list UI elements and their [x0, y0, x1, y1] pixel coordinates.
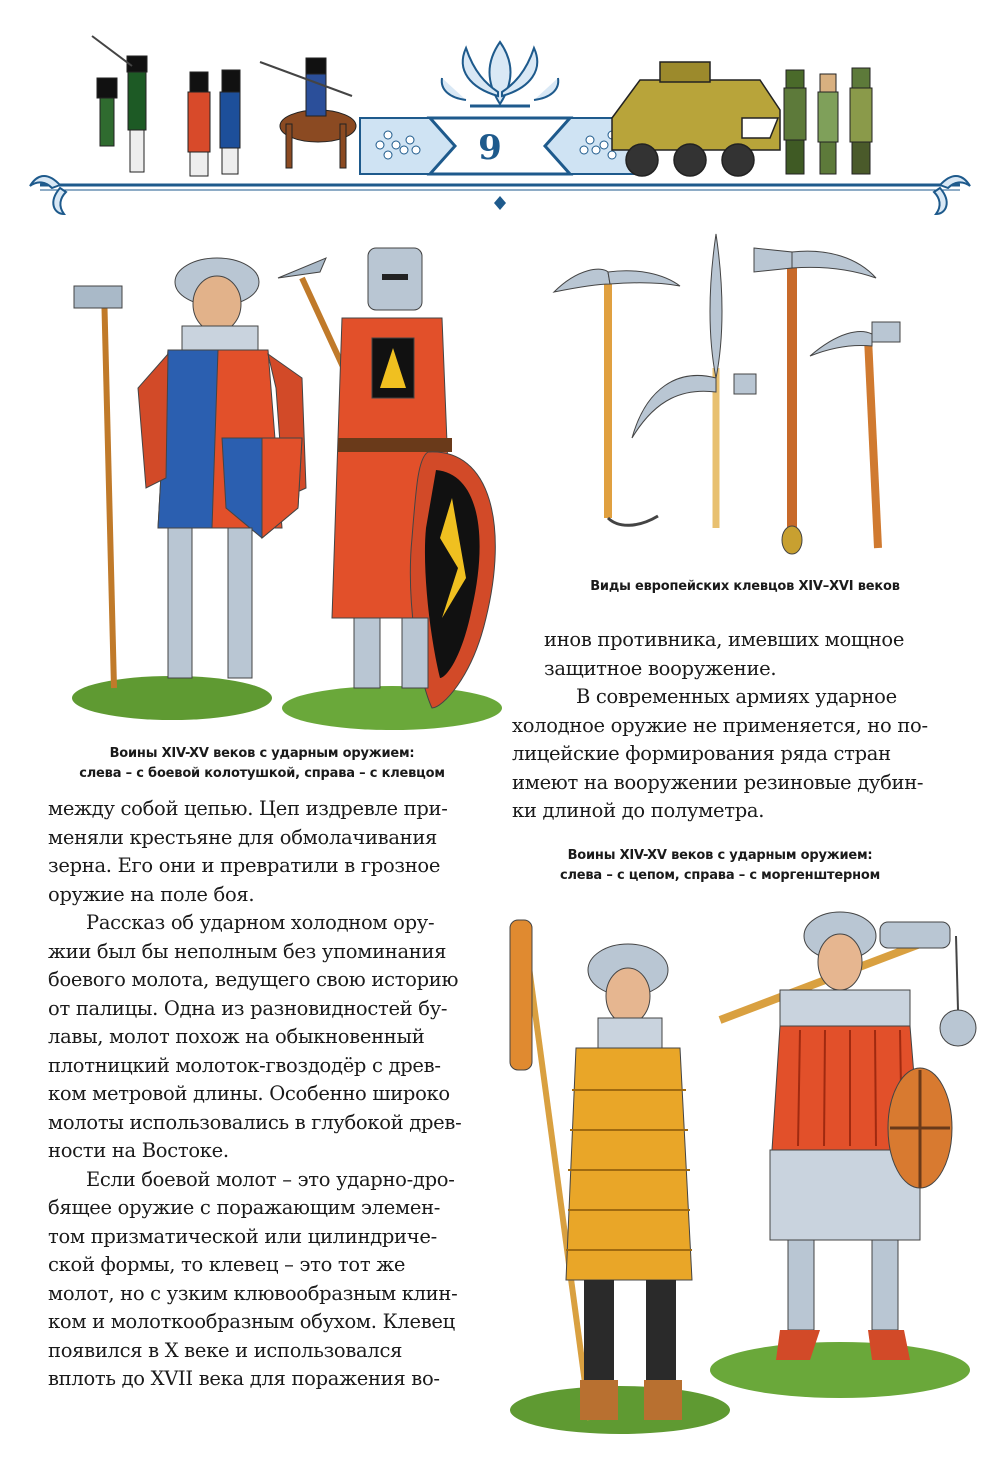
text-line: имеют на вооружении резиновые дубин- — [512, 770, 924, 794]
caption-knights-top — [62, 744, 462, 784]
text-line: плотницкий молоток-гвоздодёр с древ- — [48, 1053, 441, 1077]
text-line: В современных армиях ударное — [576, 685, 897, 708]
page-number: 9 — [478, 128, 502, 168]
text-line: инов противника, имевших мощное — [544, 628, 905, 651]
text-line: лавы, молот похож на обыкновенный — [48, 1025, 425, 1048]
text-line: ской формы, то клевец – это тот же — [48, 1253, 406, 1276]
caption-line: слева – с боевой колотушкой, справа – с клевцом — [79, 766, 445, 781]
caption-line: Воины XIV-XV веков с ударным оружием: — [567, 848, 873, 863]
knights-illustration-top-left — [62, 238, 528, 738]
text-line: Если боевой молот – это ударно-дро- — [86, 1167, 455, 1191]
caption-line: слева – с цепом, справа – с моргенштерном — [559, 868, 881, 883]
caption-line: Воины XIV-XV веков с ударным оружием: — [109, 746, 415, 761]
text-line: холодное оружие не применяется, но по- — [512, 713, 928, 737]
text-line: боевого молота, ведущего свою историю — [48, 968, 459, 991]
text-line: ком и молоткообразным обухом. Клевец — [48, 1310, 455, 1333]
text-line: молот, но с узким клювообразным клин- — [48, 1281, 458, 1305]
text-line: ности на Востоке. — [48, 1139, 229, 1162]
text-line: Рассказ об ударном холодном ору- — [86, 911, 435, 934]
text-line: оружие на поле боя. — [48, 882, 255, 906]
text-line: меняли крестьяне для обмолачивания — [48, 825, 438, 849]
header-ornament — [0, 0, 1000, 230]
war-picks-illustration — [548, 228, 910, 568]
right-column-text — [512, 626, 942, 826]
soldiers-illustration-bottom-right — [480, 900, 980, 1455]
text-line: том призматической или цилиндриче- — [48, 1224, 437, 1248]
text-line: между собой цепью. Цеп издревле при- — [48, 797, 448, 820]
left-column-text — [48, 795, 468, 1394]
caption-war-picks — [560, 577, 930, 597]
text-line: бящее оружие с поражающим элемен- — [48, 1196, 441, 1219]
text-line: ки длиной до полуметра. — [512, 799, 765, 822]
text-line: вплоть до XVII века для поражения во- — [48, 1367, 440, 1390]
text-line: от палицы. Одна из разновидностей бу- — [48, 996, 448, 1020]
text-line: защитное вооружение. — [544, 656, 777, 680]
text-line: зерна. Его они и превратили в грозное — [48, 854, 441, 877]
caption-line: Виды европейских клевцов XIV–XVI веков — [590, 579, 900, 594]
text-line: лицейские формирования ряда стран — [512, 742, 891, 765]
text-line: жии был бы неполным без упоминания — [48, 939, 447, 963]
text-line: молоты использовались в глубокой древ- — [48, 1110, 462, 1134]
caption-soldiers-bottom — [520, 846, 920, 886]
text-line: появился в X веке и использовался — [48, 1338, 403, 1362]
text-line: ком метровой длины. Особенно широко — [48, 1082, 450, 1105]
